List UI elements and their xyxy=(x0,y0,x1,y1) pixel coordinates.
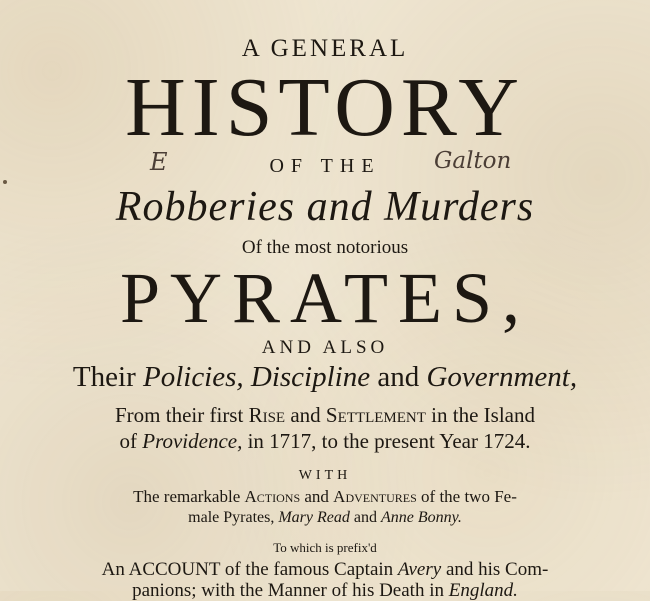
actions-suffix: of the two Fe- xyxy=(416,487,517,506)
title-line-history: HISTORY xyxy=(125,61,525,154)
title-line-account xyxy=(0,560,650,579)
actions-and: and xyxy=(300,487,334,506)
settlement-word: Settlement xyxy=(325,403,426,427)
handwritten-signature: Galton xyxy=(434,148,512,174)
actions-word: Actions xyxy=(244,487,301,506)
account-prefix: An ACCOUNT of the famous Captain xyxy=(101,559,398,580)
title-line-of-the: OF THE xyxy=(269,155,381,177)
title-line-providence xyxy=(0,431,650,452)
avery-word: Avery xyxy=(397,559,442,580)
adventures-word: Adventures xyxy=(333,487,417,506)
rise-suffix: in the Island xyxy=(425,403,535,427)
title-line-policies xyxy=(0,363,650,392)
rise-and: and xyxy=(285,403,326,427)
anne-bonny: Anne Bonny. xyxy=(380,509,462,526)
female-prefix: male Pyrates, xyxy=(188,509,279,526)
title-line-rise xyxy=(0,405,650,426)
handwritten-mark-left: E xyxy=(150,148,168,176)
title-line-female-pyrates xyxy=(0,510,650,526)
page-edge-mark xyxy=(3,180,7,184)
policies-government: Government, xyxy=(426,361,578,393)
rise-word: Rise xyxy=(248,403,286,427)
providence-prefix: of xyxy=(119,429,143,453)
providence-suffix: in 1717, to the present Year 1724. xyxy=(242,429,531,453)
title-line-actions xyxy=(0,488,650,505)
title-line-and-also: AND ALSO xyxy=(261,337,389,358)
title-line-a-general: A GENERAL xyxy=(241,35,409,62)
policies-and: and xyxy=(370,361,427,393)
account-suffix: and his Com- xyxy=(441,559,549,580)
england-word: England. xyxy=(448,580,518,601)
panions-prefix: panions; with the Manner of his Death in xyxy=(132,580,449,601)
rise-prefix: From their first xyxy=(115,403,249,427)
policies-prefix: Their xyxy=(72,361,143,393)
title-line-robberies: Robberies and Murders xyxy=(115,184,535,230)
mary-read: Mary Read xyxy=(278,509,350,526)
title-line-most-notorious: Of the most notorious xyxy=(241,237,409,258)
actions-prefix: The remarkable xyxy=(133,487,245,506)
title-line-pyrates: PYRATES, xyxy=(119,258,531,338)
female-and: and xyxy=(349,509,381,526)
title-line-prefixd: To which is prefix'd xyxy=(273,540,377,555)
providence-word: Providence, xyxy=(142,429,243,453)
title-line-with: WITH xyxy=(298,468,352,483)
policies-italic: Policies, Discipline xyxy=(142,361,371,393)
